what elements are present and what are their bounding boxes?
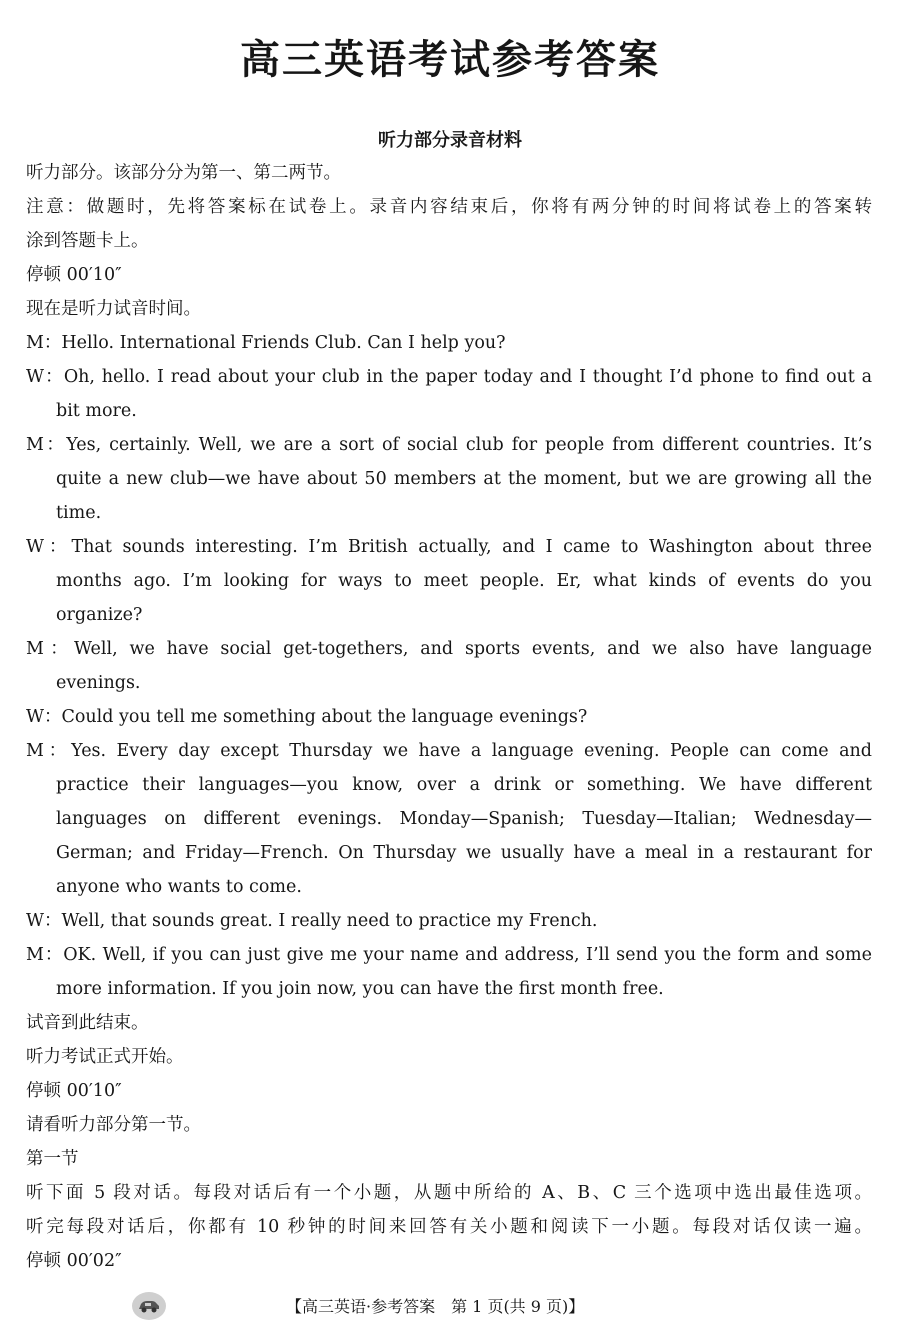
pause-line: 停顿 00′02″ xyxy=(26,1251,122,1271)
dialogue-line: W：Well, that sounds great. I really need to practice my French. xyxy=(26,911,598,931)
dialogue-line: M：Well, we have social get-togethers, and sports events, and we also have language xyxy=(26,639,872,659)
dialogue-line: bit more. xyxy=(56,401,137,421)
dialogue-line: W：Oh, hello. I read about your club in the paper today and I thought I’d phone to find out a xyxy=(26,367,872,387)
dialogue-line: anyone who wants to come. xyxy=(56,877,302,897)
text-line: 听力考试正式开始。 xyxy=(26,1047,184,1067)
text-line: 听完每段对话后，你都有 10 秒钟的时间来回答有关小题和阅读下一小题。每段对话仅读一遍。 xyxy=(26,1217,872,1237)
transcript-body xyxy=(26,156,872,1278)
section-heading: 第一节 xyxy=(26,1149,79,1169)
page-footer xyxy=(0,1292,900,1322)
dialogue-line: organize? xyxy=(56,605,143,625)
text-line: 请看听力部分第一节。 xyxy=(26,1115,201,1135)
dialogue-line: practice their languages—you know, over a drink or something. We have different xyxy=(56,775,872,795)
dialogue-line: time. xyxy=(56,503,102,523)
dialogue-line: quite a new club—we have about 50 members at the moment, but we are growing all the xyxy=(56,469,872,489)
text-line: 听下面 5 段对话。每段对话后有一个小题，从题中所给的 A、B、C 三个选项中选出最佳选项。 xyxy=(26,1183,872,1203)
pause-line: 停顿 00′10″ xyxy=(26,265,122,285)
text-line: 听力部分。该部分分为第一、第二两节。 xyxy=(26,163,341,183)
dialogue-line: more information. If you join now, you can have the first month free. xyxy=(56,979,664,999)
text-line: 现在是听力试音时间。 xyxy=(26,299,201,319)
dialogue-line: months ago. I’m looking for ways to meet people. Er, what kinds of events do you xyxy=(56,571,872,591)
dialogue-line: evenings. xyxy=(56,673,141,693)
footer-page-info: 【高三英语·参考答案 第 1 页(共 9 页)】 xyxy=(286,1297,585,1316)
text-line: 涂到答题卡上。 xyxy=(26,231,149,251)
pause-line: 停顿 00′10″ xyxy=(26,1081,122,1101)
section-subtitle: 听力部分录音材料 xyxy=(378,130,522,151)
page-title: 高三英语考试参考答案 xyxy=(240,37,660,83)
text-line: 注意：做题时，先将答案标在试卷上。录音内容结束后，你将有两分钟的时间将试卷上的答案转 xyxy=(26,197,872,217)
dialogue-line: M：Yes. Every day except Thursday we have a language evening. People can come and xyxy=(26,741,872,761)
car-icon xyxy=(132,1292,166,1320)
dialogue-line: M：Hello. International Friends Club. Can I help you? xyxy=(26,333,506,353)
dialogue-line: W：Could you tell me something about the language evenings? xyxy=(26,707,588,727)
text-line: 试音到此结束。 xyxy=(26,1013,149,1033)
dialogue-line: M：Yes, certainly. Well, we are a sort of social club for people from different countries. It’s xyxy=(26,435,872,455)
dialogue-line: languages on different evenings. Monday—Spanish; Tuesday—Italian; Wednesday— xyxy=(56,809,872,829)
dialogue-line: W：That sounds interesting. I’m British actually, and I came to Washington about three xyxy=(26,537,872,557)
dialogue-line: M：OK. Well, if you can just give me your name and address, I’ll send you the form and some xyxy=(26,945,872,965)
dialogue-line: German; and Friday—French. On Thursday we usually have a meal in a restaurant for xyxy=(56,843,872,863)
